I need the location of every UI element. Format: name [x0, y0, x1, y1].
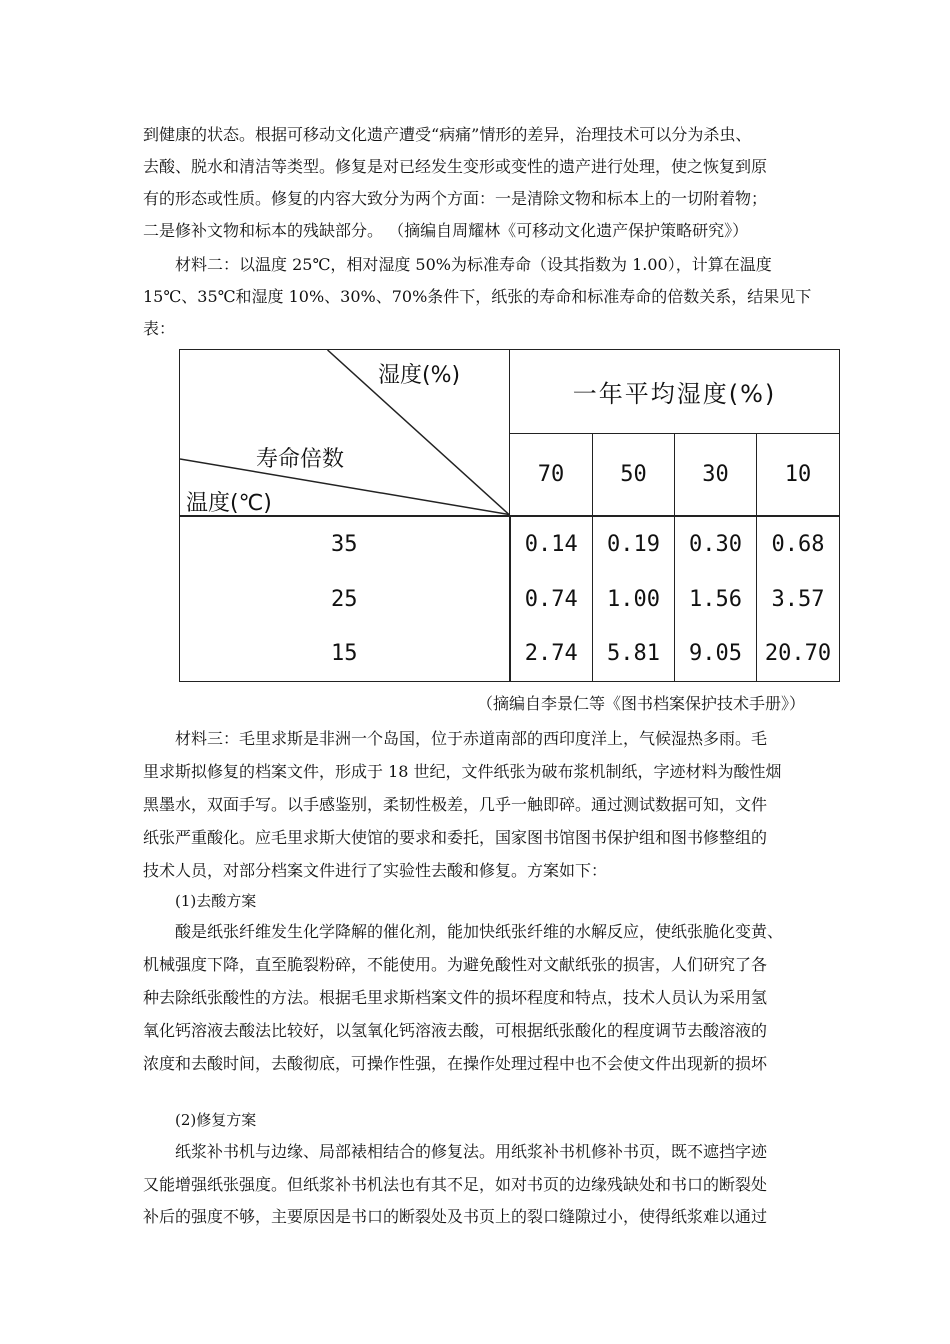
- table-corner-header: [180, 350, 510, 516]
- row-label: 25: [180, 572, 510, 627]
- table-row: [180, 572, 840, 627]
- row-label: 15: [180, 627, 510, 682]
- body-text-line: 机械强度下降，直至脆裂粉碎，不能使用。为避免酸性对文献纸张的损害，人们研究了各: [143, 955, 768, 974]
- body-text-line: 二是修补文物和标本的残缺部分。 （摘编自周耀林《可移动文化遗产保护策略研究》）: [143, 221, 749, 240]
- table-cell: 0.30: [675, 516, 757, 572]
- body-text-line: 氧化钙溶液去酸法比较好，以氢氧化钙溶液去酸，可根据纸张酸化的程度调节去酸溶液的: [143, 1021, 768, 1040]
- table-cell: 5.81: [593, 627, 675, 682]
- body-text-line: 去酸、脱水和清洁等类型。修复是对已经发生变形或变性的遗产进行处理，使之恢复到原: [143, 157, 768, 176]
- body-text-line: 纸张严重酸化。应毛里求斯大使馆的要求和委托，国家图书馆图书保护组和图书修整组的: [143, 828, 768, 847]
- table-cell: 0.19: [593, 516, 675, 572]
- section-heading: (1)去酸方案: [175, 892, 257, 910]
- table-row: [180, 627, 840, 682]
- table-cell: 0.14: [510, 516, 593, 572]
- corner-humidity-label: 湿度(%): [378, 363, 461, 388]
- table-cell: 1.56: [675, 572, 757, 627]
- body-text-line: 技术人员，对部分档案文件进行了实验性去酸和修复。方案如下：: [143, 861, 608, 880]
- body-text-line: 又能增强纸张强度。但纸浆补书机法也有其不足，如对书页的边缘残缺处和书口的断裂处: [143, 1175, 768, 1194]
- table-cell: 0.68: [757, 516, 840, 572]
- body-text-line: 材料二：以温度 25℃，相对湿度 50%为标准寿命（设其指数为 1.00），计算在温度: [175, 255, 772, 274]
- column-header: 50: [593, 434, 675, 516]
- table-cell: 1.00: [593, 572, 675, 627]
- body-text-line: 纸浆补书机与边缘、局部裱相结合的修复法。用纸浆补书机修补书页，既不遮挡字迹: [175, 1142, 768, 1161]
- table-cell: 9.05: [675, 627, 757, 682]
- body-text-line: 补后的强度不够，主要原因是书口的断裂处及书页上的裂口缝隙过小，使得纸浆难以通过: [143, 1207, 768, 1226]
- body-text-line: 有的形态或性质。修复的内容大致分为两个方面：一是清除文物和标本上的一切附着物；: [143, 189, 768, 208]
- section-heading: (2)修复方案: [175, 1111, 257, 1129]
- corner-temperature-label: 温度(℃): [186, 491, 272, 516]
- paper-lifespan-table: [179, 349, 840, 682]
- body-text-line: 酸是纸张纤维发生化学降解的催化剂，能加快纸张纤维的水解反应，使纸张脆化变黄、: [175, 922, 784, 941]
- table-cell: 3.57: [757, 572, 840, 627]
- body-text-line: 材料三：毛里求斯是非洲一个岛国，位于赤道南部的西印度洋上，气候湿热多雨。毛: [175, 729, 768, 748]
- body-text-line: 种去除纸张酸性的方法。根据毛里求斯档案文件的损坏程度和特点，技术人员认为采用氢: [143, 988, 768, 1007]
- column-header: 30: [675, 434, 757, 516]
- column-header: 70: [510, 434, 593, 516]
- table-cell: 2.74: [510, 627, 593, 682]
- body-text-line: 15℃、35℃和湿度 10%、30%、70%条件下，纸张的寿命和标准寿命的倍数关系，结果见下: [143, 287, 812, 306]
- table-source-citation: （摘编自李景仁等《图书档案保护技术手册》）: [476, 694, 805, 713]
- body-text-line: 到健康的状态。根据可移动文化遗产遭受“病痛”情形的差异，治理技术可以分为杀虫、: [143, 125, 752, 144]
- table-group-header: 一年平均湿度(%): [510, 350, 840, 434]
- table-row: [180, 516, 840, 572]
- body-text-line: 表：: [143, 319, 176, 338]
- column-header: 10: [757, 434, 840, 516]
- table-cell: 20.70: [757, 627, 840, 682]
- body-text-line: 黑墨水，双面手写。以手感鉴别，柔韧性极差，几乎一触即碎。通过测试数据可知，文件: [143, 795, 768, 814]
- row-label: 35: [180, 516, 510, 572]
- corner-life-multiple-label: 寿命倍数: [256, 447, 345, 472]
- table-cell: 0.74: [510, 572, 593, 627]
- body-text-line: 浓度和去酸时间，去酸彻底，可操作性强，在操作处理过程中也不会使文件出现新的损坏: [143, 1054, 768, 1073]
- body-text-line: 里求斯拟修复的档案文件，形成于 18 世纪，文件纸张为破布浆机制纸，字迹材料为酸性烟: [143, 762, 782, 781]
